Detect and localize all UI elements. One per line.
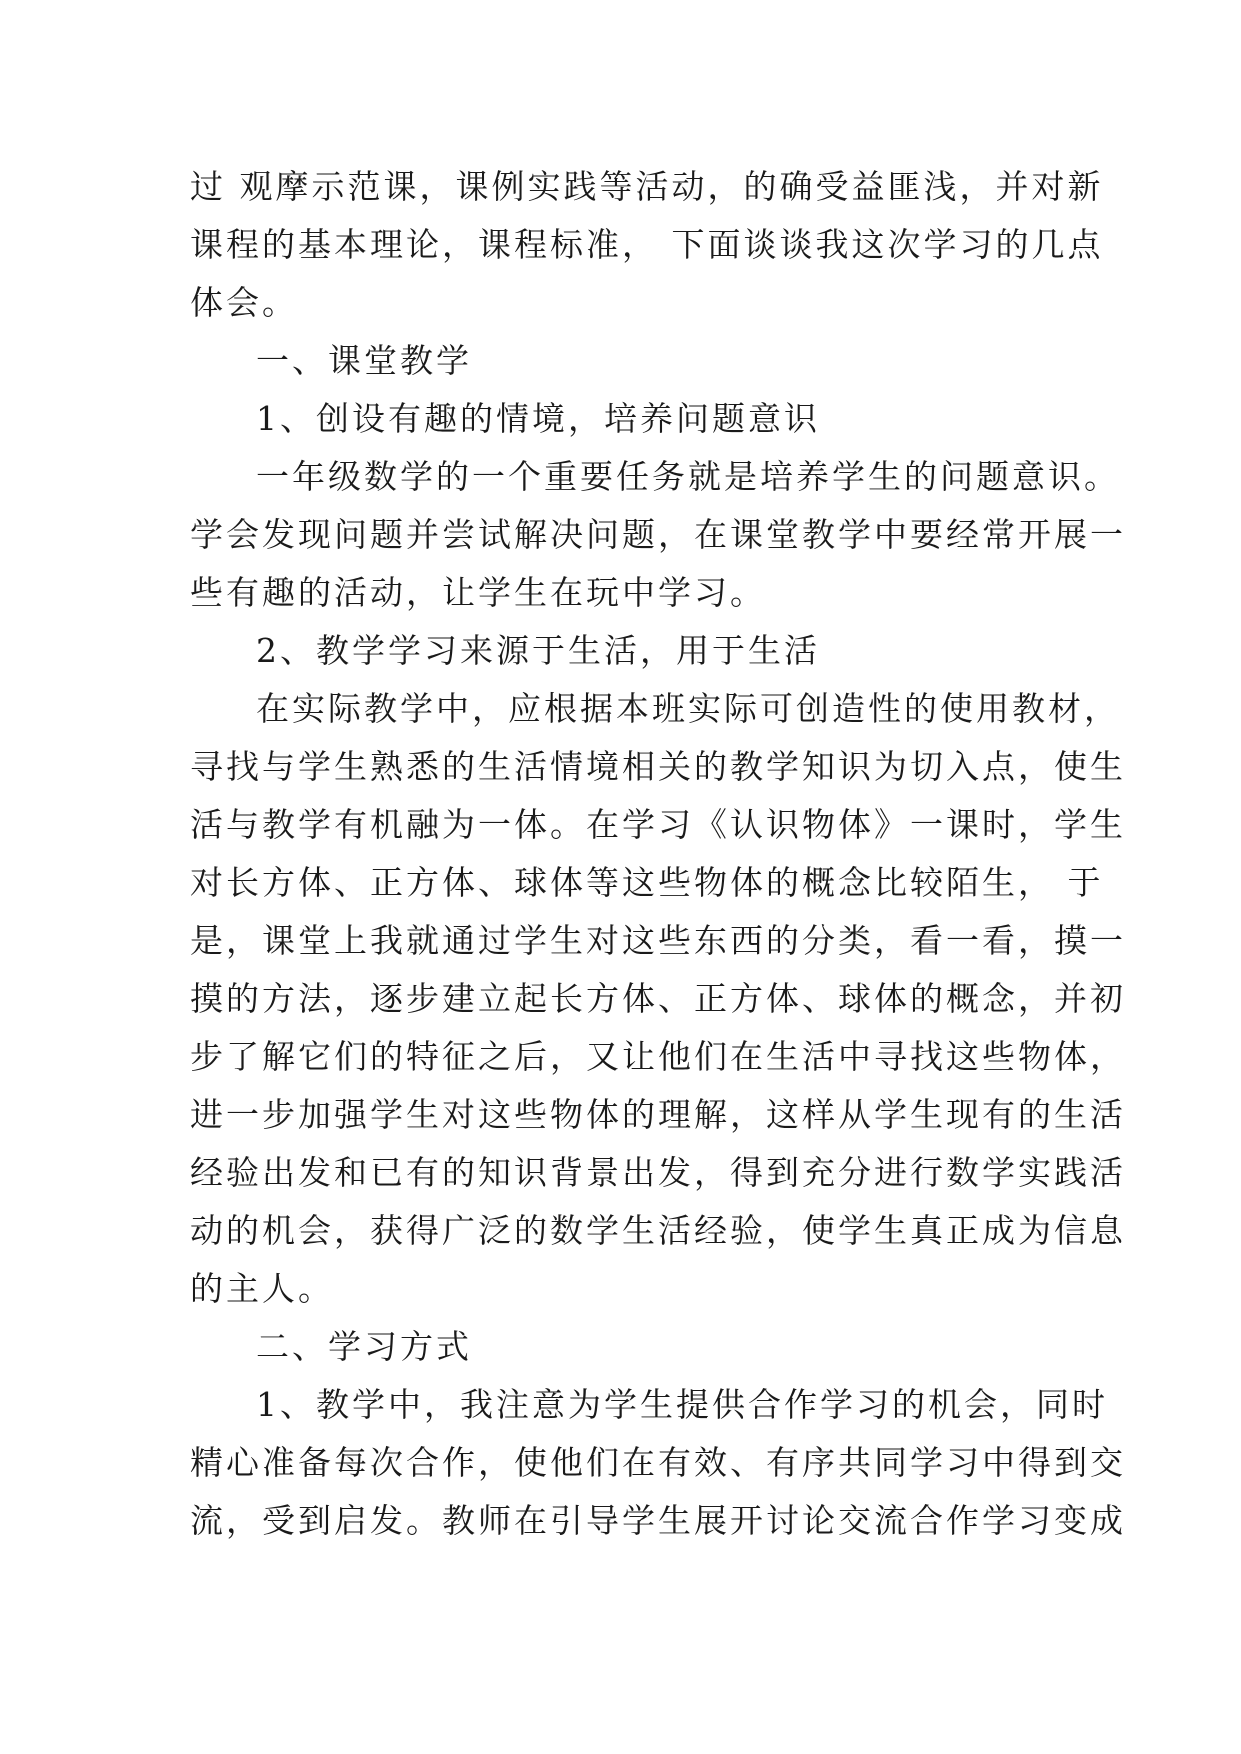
text-line: 学会发现问题并尝试解决问题，在课堂教学中要经常开展一 xyxy=(190,515,1126,554)
text-line: 精心准备每次合作，使他们在有效、有序共同学习中得到交 xyxy=(190,1443,1126,1482)
text-line: 进一步加强学生对这些物体的理解，这样从学生现有的生活 xyxy=(190,1095,1126,1134)
paragraph-start: 一年级数学的一个重要任务就是培养学生的问题意识。 xyxy=(256,457,1120,496)
text-line: 些有趣的活动，让学生在玩中学习。 xyxy=(190,573,766,612)
document-body xyxy=(190,158,1126,1550)
subsection-heading: 1、创设有趣的情境，培养问题意识 xyxy=(256,399,820,438)
text-line: 过 观摩示范课，课例实践等活动，的确受益匪浅，并对新 xyxy=(190,167,1104,206)
text-line: 活与教学有机融为一体。在学习《认识物体》一课时，学生 xyxy=(190,805,1126,844)
text-line: 对长方体、正方体、球体等这些物体的概念比较陌生， 于 xyxy=(190,863,1104,902)
text-line: 是，课堂上我就通过学生对这些东西的分类，看一看，摸一 xyxy=(190,921,1126,960)
text-line: 寻找与学生熟悉的生活情境相关的教学知识为切入点，使生 xyxy=(190,747,1126,786)
section-heading: 二、学习方式 xyxy=(256,1327,472,1366)
text-line: 体会。 xyxy=(190,283,298,322)
text-line: 课程的基本理论，课程标准， 下面谈谈我这次学习的几点 xyxy=(190,225,1104,264)
text-line: 动的机会，获得广泛的数学生活经验，使学生真正成为信息 xyxy=(190,1211,1126,1250)
text-line: 步了解它们的特征之后，又让他们在生活中寻找这些物体， xyxy=(190,1037,1126,1076)
text-line: 摸的方法，逐步建立起长方体、正方体、球体的概念，并初 xyxy=(190,979,1126,1018)
paragraph-start: 1、教学中，我注意为学生提供合作学习的机会，同时 xyxy=(256,1385,1108,1424)
text-line: 的主人。 xyxy=(190,1269,334,1308)
subsection-heading: 2、教学学习来源于生活，用于生活 xyxy=(256,631,820,670)
text-line: 流，受到启发。教师在引导学生展开讨论交流合作学习变成 xyxy=(190,1501,1126,1540)
section-heading: 一、课堂教学 xyxy=(256,341,472,380)
paragraph-start: 在实际教学中，应根据本班实际可创造性的使用教材， xyxy=(256,689,1120,728)
text-line: 经验出发和已有的知识背景出发，得到充分进行数学实践活 xyxy=(190,1153,1126,1192)
